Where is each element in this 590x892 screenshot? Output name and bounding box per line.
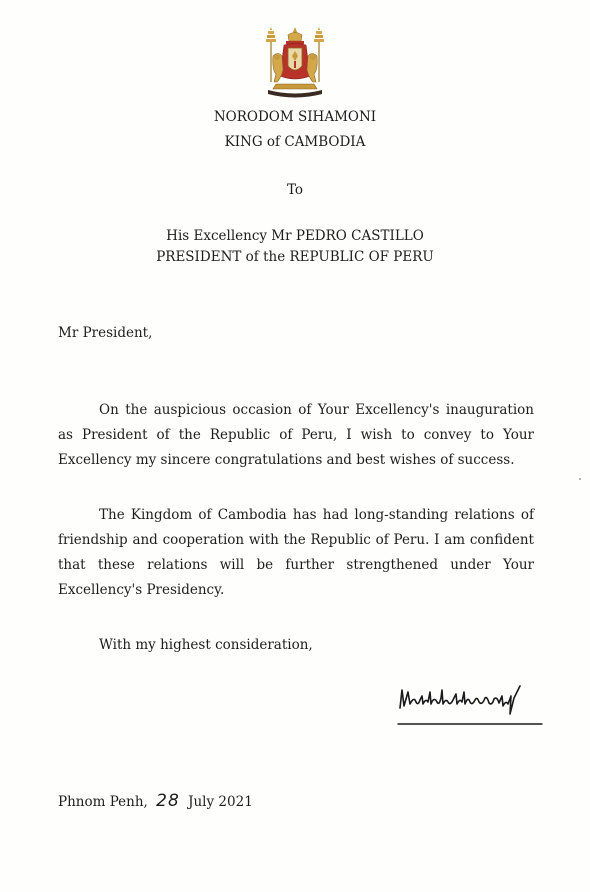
salutation: Mr President, — [58, 325, 153, 341]
date-line — [58, 792, 253, 811]
sender-name: NORODOM SIHAMONI — [213, 109, 377, 125]
to-label: To — [286, 182, 304, 198]
handwritten-signature-icon — [390, 676, 550, 730]
royal-arms-of-cambodia-icon — [256, 26, 334, 100]
recipient-title: PRESIDENT of the REPUBLIC OF PERU — [156, 249, 434, 265]
paragraph-text: On the auspicious occasion of Your Excellency's inauguration as President of the Republic of Peru, I wish to convey to Your Excellency my sincere congratulations and best wishes of success. — [58, 402, 534, 468]
paragraph-text: The Kingdom of Cambodia has had long-standing relations of friendship and cooperation with the Republic of Peru. I am confident that these relations will be further strengthened under Your Excellency's Presidency. — [58, 507, 534, 598]
paper-speck — [579, 478, 581, 480]
closing-line: With my highest consideration, — [99, 637, 313, 653]
date-month-year: July 2021 — [188, 794, 253, 810]
date-place: Phnom Penh, — [58, 794, 148, 810]
paragraph-inauguration — [58, 398, 534, 473]
recipient-name: His Excellency Mr PEDRO CASTILLO — [166, 228, 424, 244]
sender-title: KING of CAMBODIA — [224, 134, 366, 150]
date-day: 28 — [156, 791, 180, 811]
paragraph-relations — [58, 503, 534, 603]
